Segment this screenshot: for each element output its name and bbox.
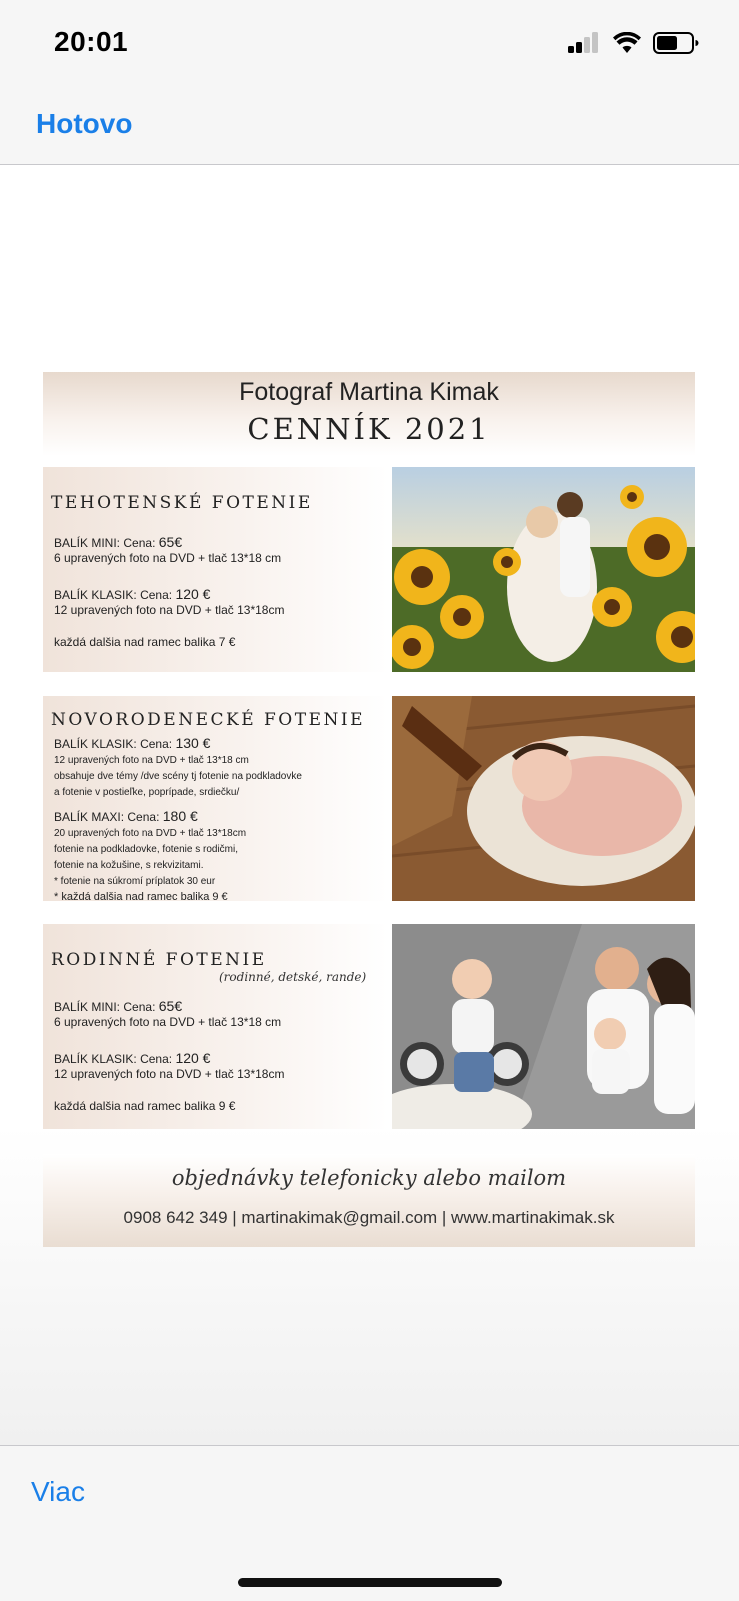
extra-note: každá dalšia nad ramec balika 7 € bbox=[54, 635, 236, 649]
status-icons bbox=[567, 32, 699, 54]
contact-info: 0908 642 349 | martinakimak@gmail.com | www.martinakimak.sk bbox=[123, 1208, 615, 1227]
price-label: Cena: bbox=[140, 1052, 173, 1066]
image-viewer[interactable] bbox=[0, 165, 739, 1445]
package-desc: fotenie na kožušine, s rekvizitami. bbox=[54, 860, 204, 871]
maternity-section bbox=[43, 467, 388, 672]
family-image bbox=[392, 924, 695, 1129]
package-name: BALÍK MINI: bbox=[54, 1000, 121, 1014]
newborn-baby-image bbox=[392, 696, 695, 901]
package-desc: a fotenie v postieľke, poprípade, srdiečku/ bbox=[54, 787, 240, 798]
package-name: BALÍK KLASIK: bbox=[54, 1052, 137, 1066]
home-indicator[interactable] bbox=[238, 1578, 502, 1587]
extra-note: každá dalšia nad ramec balika 9 € bbox=[54, 1099, 236, 1113]
package-desc: 6 upravených foto na DVD + tlač 13*18 cm bbox=[54, 1015, 282, 1029]
battery-icon bbox=[653, 32, 699, 54]
price-label: Cena: bbox=[123, 1000, 156, 1014]
package-price: 65€ bbox=[158, 998, 183, 1014]
package-klasik bbox=[54, 587, 284, 618]
package-name: BALÍK KLASIK: bbox=[54, 588, 137, 602]
package-klasik bbox=[54, 1051, 284, 1082]
package-maxi bbox=[54, 809, 246, 905]
package-mini bbox=[54, 999, 281, 1030]
family-photo bbox=[392, 924, 695, 1129]
package-desc: * každá dalšia nad ramec balika 9 € bbox=[54, 891, 228, 903]
package-desc: 6 upravených foto na DVD + tlač 13*18 cm bbox=[54, 551, 282, 565]
navigation-bar bbox=[0, 88, 739, 165]
package-desc: * fotenie na súkromí príplatok 30 eur bbox=[54, 876, 216, 887]
package-mini bbox=[54, 535, 281, 566]
status-bar bbox=[0, 0, 739, 88]
section-heading: TEHOTENSKÉ FOTENIE bbox=[51, 493, 313, 513]
price-list-title: Fotograf Martina Kimak bbox=[239, 378, 499, 406]
package-klasik bbox=[54, 736, 302, 800]
package-price: 120 € bbox=[175, 1050, 211, 1066]
sunflower-couple-image bbox=[392, 467, 695, 672]
price-list-image bbox=[43, 372, 695, 1247]
price-label: Cena: bbox=[140, 588, 173, 602]
done-button[interactable]: Hotovo bbox=[36, 108, 133, 139]
package-desc: obsahuje dve témy /dve scény tj fotenie na podkladovke bbox=[54, 771, 302, 782]
signal-icon bbox=[567, 32, 601, 54]
package-price: 65€ bbox=[158, 534, 183, 550]
price-list-subtitle: CENNÍK 2021 bbox=[247, 412, 491, 446]
price-list-banner bbox=[43, 372, 695, 456]
maternity-photo bbox=[392, 467, 695, 672]
price-label: Cena: bbox=[140, 737, 173, 751]
package-desc: 20 upravených foto na DVD + tlač 13*18cm bbox=[54, 828, 247, 839]
package-name: BALÍK KLASIK: bbox=[54, 737, 137, 751]
price-label: Cena: bbox=[127, 810, 160, 824]
contact-banner bbox=[43, 1154, 695, 1247]
package-price: 130 € bbox=[175, 735, 211, 751]
package-name: BALÍK MAXI: bbox=[54, 810, 125, 824]
newborn-photo bbox=[392, 696, 695, 901]
package-price: 120 € bbox=[175, 586, 211, 602]
package-desc: fotenie na podkladovke, fotenie s rodičmi, bbox=[54, 844, 238, 855]
package-name: BALÍK MINI: bbox=[54, 536, 121, 550]
more-button[interactable]: Viac bbox=[31, 1476, 85, 1507]
section-heading: RODINNÉ FOTENIE bbox=[51, 950, 267, 970]
family-section bbox=[43, 924, 388, 1129]
section-subheading: (rodinné, detské, rande) bbox=[219, 970, 367, 984]
package-price: 180 € bbox=[162, 808, 198, 824]
newborn-section bbox=[43, 696, 388, 901]
wifi-icon bbox=[613, 32, 641, 54]
package-desc: 12 upravených foto na DVD + tlač 13*18 cm bbox=[54, 755, 249, 766]
status-time: 20:01 bbox=[54, 26, 129, 57]
package-desc: 12 upravených foto na DVD + tlač 13*18cm bbox=[54, 1067, 285, 1081]
package-desc: 12 upravených foto na DVD + tlač 13*18cm bbox=[54, 603, 285, 617]
section-heading: NOVORODENECKÉ FOTENIE bbox=[51, 710, 365, 730]
price-label: Cena: bbox=[123, 536, 156, 550]
order-text: objednávky telefonicky alebo mailom bbox=[171, 1166, 567, 1190]
